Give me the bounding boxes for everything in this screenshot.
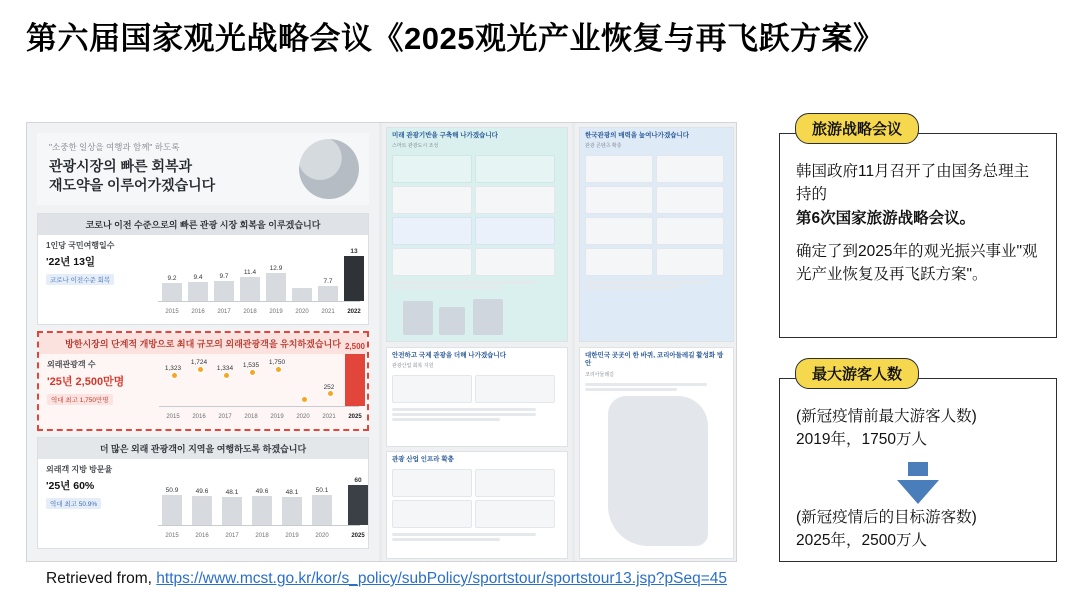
card-metric xyxy=(46,464,154,511)
metric-value: '25년 60% xyxy=(46,480,95,492)
mini-page-title: 관광 산업 인프라 확충 xyxy=(392,456,454,463)
chart-value-label: 9.7 xyxy=(219,273,229,280)
mini-page-safe-tourism xyxy=(386,347,568,447)
chart-x-label: 2017 xyxy=(217,309,231,315)
card-band: 방한시장의 단계적 개방으로 최대 규모의 외래관광객을 유치하겠습니다 xyxy=(39,333,367,354)
chart-value-label: 1,724 xyxy=(190,359,208,366)
source-prefix: Retrieved from, xyxy=(46,570,152,587)
chart-value-label: 7.7 xyxy=(323,278,333,285)
mini-page-content xyxy=(387,372,567,406)
chart-value-label: 13 xyxy=(350,248,358,255)
chart-value-label: 9.2 xyxy=(167,275,177,282)
mini-page-subtitle: 관광 콘텐츠 확충 xyxy=(585,143,622,150)
callout-strategy-body xyxy=(780,134,1056,298)
chart-value-label: 50.9 xyxy=(165,487,179,494)
chart-x-label: 2018 xyxy=(243,309,257,315)
metric-value: '25년 2,500만명 xyxy=(47,376,125,388)
mini-page-title: 안전하고 국제 관광을 더해 나가겠습니다 xyxy=(392,352,506,359)
callout-line: (新冠疫情后的目标游客数) xyxy=(796,508,977,526)
infographic-quote: "소중한 일상을 여행과 함께" 하도록 xyxy=(49,142,180,152)
infographic-card-inbound-tourists xyxy=(37,331,369,431)
chart-value-label: 49.6 xyxy=(255,488,269,495)
chart-value-label: 1,323 xyxy=(164,365,182,372)
metric-value: '22년 13일 xyxy=(46,256,96,268)
chart-value-label: 9.4 xyxy=(193,274,203,281)
source-line xyxy=(46,570,727,588)
callout-line: 2025年，2500万人 xyxy=(796,531,927,549)
infographic-headline-1: 관광시장의 빠른 회복과 xyxy=(49,158,193,174)
mini-page-content xyxy=(580,152,733,279)
card-band: 더 많은 외래 관광객이 지역을 여행하도록 하겠습니다 xyxy=(38,438,368,459)
infographic-card-domestic-travel xyxy=(37,213,369,325)
callout-strategy-pill: 旅游战略会议 xyxy=(795,113,919,144)
callout-visitors-pill: 最大游客人数 xyxy=(795,358,919,389)
callout-strategy-meeting xyxy=(779,133,1057,338)
chart-x-label: 2020 xyxy=(315,533,329,539)
mini-page-title: 미래 관광기반을 구축해 나가겠습니다 xyxy=(392,132,498,139)
mini-page-title: 한국관광의 매력을 높여나가겠습니다 xyxy=(585,132,690,139)
globe-icon xyxy=(299,139,359,199)
callout-max-visitors xyxy=(779,378,1057,562)
chart-value-label: 60 xyxy=(354,477,362,484)
card-band: 코로나 이전 수준으로의 빠른 관광 시장 회복을 이루겠습니다 xyxy=(38,214,368,235)
chart-value-label: 48.1 xyxy=(285,489,299,496)
callout-line: 韩国政府11月召开了由国务总理主持的 xyxy=(796,163,1030,204)
chart-x-label: 2025 xyxy=(348,414,362,420)
chart-x-label: 2016 xyxy=(192,414,206,420)
chart-value-label: 252 xyxy=(323,384,335,391)
infographic-image xyxy=(26,122,737,562)
chart-x-label: 2017 xyxy=(225,533,239,539)
chart-x-label: 2015 xyxy=(166,414,180,420)
chart-x-label: 2020 xyxy=(295,309,309,315)
chart-value-label: 50.1 xyxy=(315,487,329,494)
down-arrow-icon xyxy=(796,462,1040,504)
mini-page-subtitle: 스마트 관광도시 조성 xyxy=(392,143,439,150)
chart-regional-visits xyxy=(158,466,365,540)
mini-page-tourism-infra xyxy=(386,451,568,559)
callout-line-bold: 第6次国家旅游战略会议。 xyxy=(796,209,976,227)
mini-page-content xyxy=(387,466,567,531)
metric-tag: 역대 최고 1,750만명 xyxy=(47,394,113,405)
metric-label: 1인당 국민여행일수 xyxy=(46,241,115,250)
mini-page-korea-dulle-gil xyxy=(579,347,734,559)
chart-x-label: 2015 xyxy=(165,533,179,539)
chart-x-label: 2017 xyxy=(218,414,232,420)
callout-visitors-body xyxy=(780,379,1056,564)
callout-line: 2019年，1750万人 xyxy=(796,431,927,449)
infographic-column-middle xyxy=(382,123,572,561)
chart-value-label: 12.9 xyxy=(269,265,283,272)
chart-value-label: 1,535 xyxy=(242,362,260,369)
infographic-column-left xyxy=(27,123,379,561)
chart-x-label: 2016 xyxy=(191,309,205,315)
metric-tag: 코로나 이전수준 회복 xyxy=(46,274,114,285)
chart-x-label: 2019 xyxy=(269,309,283,315)
callout-line: 确定了到2025年的观光振兴事业"观光产业恢复及再飞跃方案"。 xyxy=(796,242,1038,283)
infographic-card-regional-visits xyxy=(37,437,369,549)
chart-x-label: 2022 xyxy=(347,309,361,315)
chart-x-label: 2015 xyxy=(165,309,179,315)
infographic-headline-2: 재도약을 이루어가겠습니다 xyxy=(49,176,216,193)
mini-page-future-tourism xyxy=(386,127,568,342)
chart-x-label: 2021 xyxy=(321,309,335,315)
chart-axis xyxy=(159,406,359,407)
source-link[interactable]: https://www.mcst.go.kr/kor/s_policy/subPolicy/sportstour/sportstour13.jsp?pSeq=45 xyxy=(156,570,728,587)
chart-inbound-tourists xyxy=(159,342,366,421)
chart-x-label: 2020 xyxy=(296,414,310,420)
chart-axis xyxy=(158,301,360,302)
chart-x-label: 2018 xyxy=(244,414,258,420)
chart-x-label: 2019 xyxy=(285,533,299,539)
chart-x-label: 2019 xyxy=(270,414,284,420)
chart-value-label: 1,334 xyxy=(216,365,234,372)
chart-x-label: 2016 xyxy=(195,533,209,539)
chart-axis xyxy=(158,525,360,526)
mini-page-content xyxy=(387,152,567,279)
chart-value-label: 1,750 xyxy=(268,359,286,366)
card-metric xyxy=(47,359,155,407)
chart-x-label: 2018 xyxy=(255,533,269,539)
chart-x-label: 2021 xyxy=(322,414,336,420)
mini-page-subtitle: 관광산업 회복 지원 xyxy=(392,363,434,370)
callout-line: (新冠疫情前最大游客人数) xyxy=(796,408,977,425)
card-metric xyxy=(46,240,154,287)
chart-value-label: 11.4 xyxy=(243,269,257,276)
chart-value-label: 2,500 xyxy=(344,342,366,351)
page-title: 第六届国家观光战略会议《2025观光产业恢复与再飞跃方案》 xyxy=(26,21,885,56)
infographic-header-card xyxy=(37,133,369,205)
chart-x-label: 2025 xyxy=(351,533,365,539)
mini-page-title: 대한민국 곳곳이 한 바퀴, 코리아둘레길 활성화 방안 xyxy=(585,352,724,368)
metric-label: 외래객 지방 방문율 xyxy=(46,465,113,474)
chart-domestic-travel xyxy=(158,242,360,316)
mini-page-korea-charm xyxy=(579,127,734,342)
chart-value-label: 49.6 xyxy=(195,488,209,495)
metric-tag: 역대 최고 50.9% xyxy=(46,498,101,509)
metric-label: 외래관광객 수 xyxy=(47,360,96,369)
chart-value-label: 48.1 xyxy=(225,489,239,496)
mini-page-subtitle: 코리아둘레길 xyxy=(585,371,614,378)
infographic-column-right xyxy=(575,123,737,561)
